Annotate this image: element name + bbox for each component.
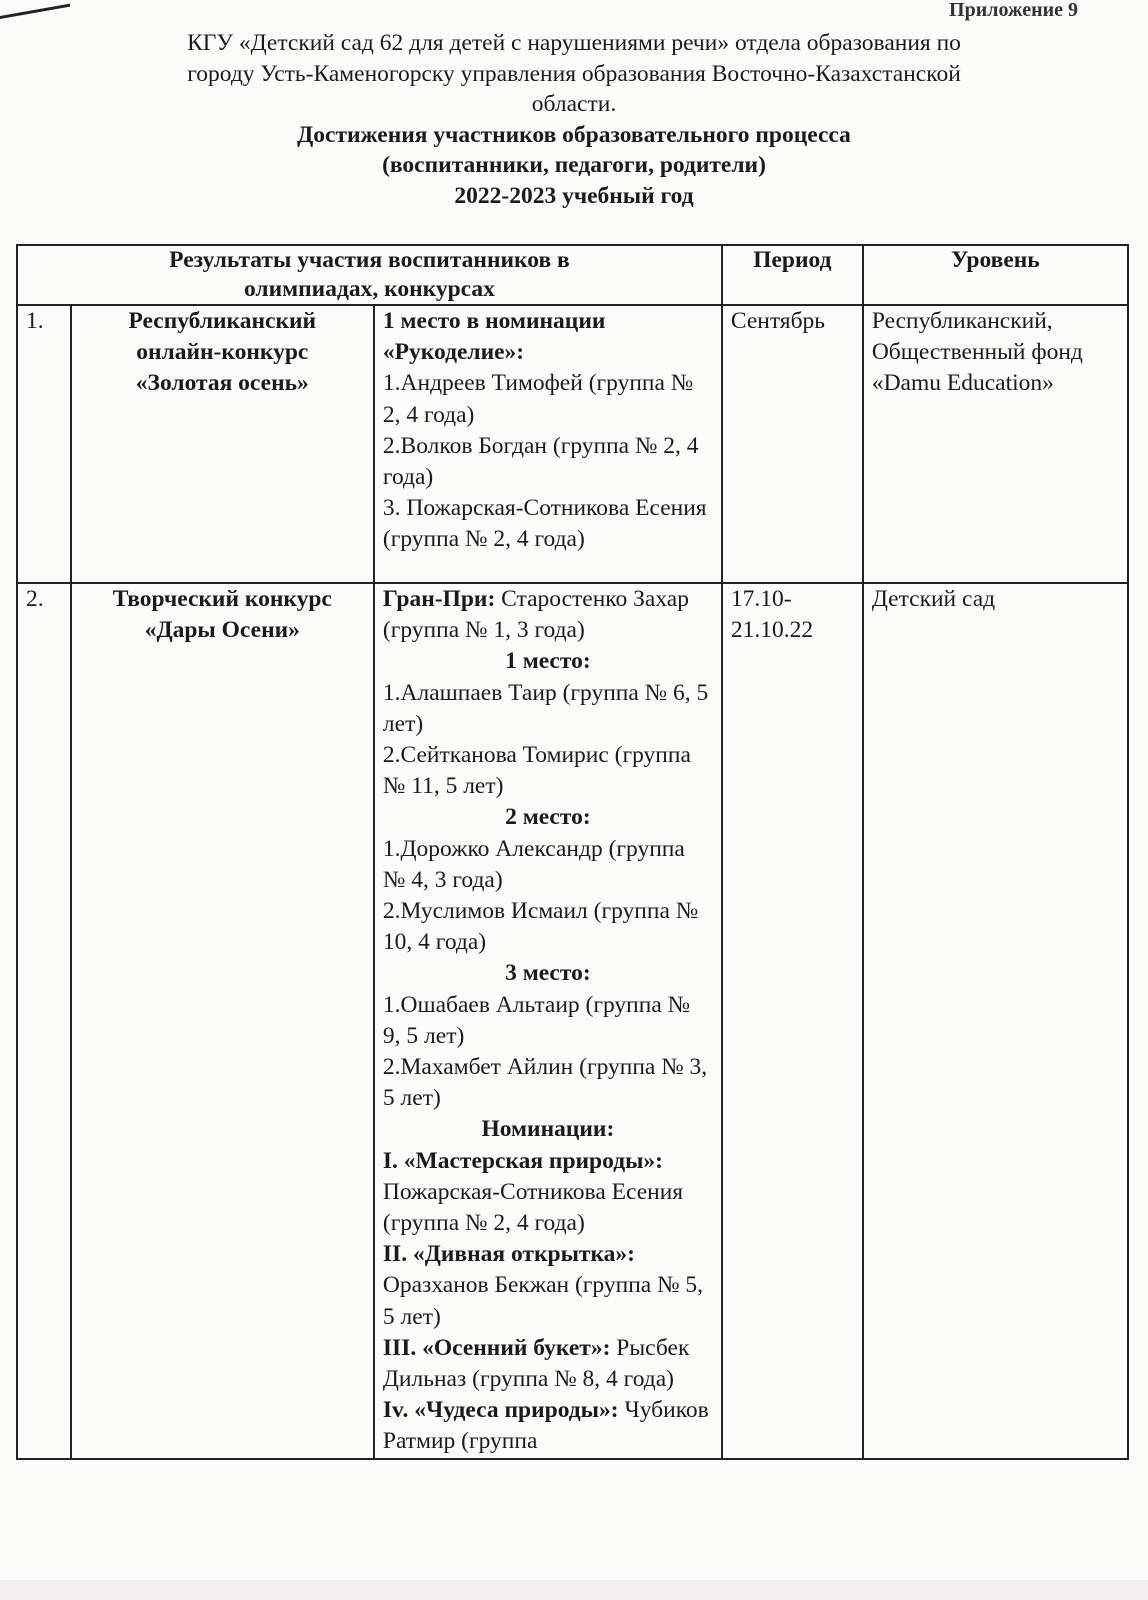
nomination-entry: I. «Мастерская природы»: Пожарская-Сотникова Есения (группа № 2, 4 года) xyxy=(382,1147,684,1237)
header-period: Период xyxy=(722,245,863,305)
contest-period: 17.10-21.10.22 xyxy=(722,583,863,1459)
row-number: 1. xyxy=(17,305,71,583)
header-level: Уровень xyxy=(863,245,1128,305)
place-2-heading: 2 место: xyxy=(505,804,591,831)
nomination-entry: II. «Дивная открытка»: Оразханов Бекжан (группа № 5, 5 лет) xyxy=(382,1241,704,1330)
title-line-2: (воспитанники, педагоги, родители) xyxy=(382,152,766,178)
table-header-row xyxy=(17,245,1128,305)
winner-entry: 1.Алашпаев Таир (группа № 6, 5 лет) xyxy=(382,679,709,737)
table-row xyxy=(17,583,1128,1459)
contest-level: Республиканский, Общественный фонд «Damu Education» xyxy=(863,305,1128,583)
winner-entry: 1.Дорожко Александр (группа № 4, 3 года) xyxy=(382,835,685,893)
title-line-3: 2022-2023 учебный год xyxy=(454,182,694,209)
contest-results xyxy=(374,583,722,1459)
place-3-heading: 3 место: xyxy=(505,960,591,987)
winner-entry: 2.Муслимов Исмаил (группа № 10, 4 года) xyxy=(382,898,699,956)
org-line-1: КГУ «Детский сад 62 для детей с нарушениями речи» отдела образования по xyxy=(187,30,961,56)
winner-entry: 2.Волков Богдан (группа № 2, 4 года) xyxy=(382,432,699,491)
grand-prix-entry: Гран-При: Старостенко Захар (группа № 1, 3 года) xyxy=(382,586,689,644)
contest-level: Детский сад xyxy=(863,583,1128,1459)
place-1-heading: 1 место: xyxy=(505,648,591,675)
scan-corner-mark xyxy=(0,0,70,19)
org-line-3: области. xyxy=(531,91,617,117)
nomination-entry: Iv. «Чудеса природы»: Чубиков Ратмир (группа xyxy=(382,1397,709,1455)
scan-bottom-edge xyxy=(0,1580,1148,1600)
nominations-heading: Номинации: xyxy=(481,1116,615,1143)
row-number: 2. xyxy=(17,583,71,1459)
winner-entry: 1.Ошабаев Альтаир (группа № 9, 5 лет) xyxy=(382,991,691,1049)
org-line-2: городу Усть-Каменогорску управления образования Восточно-Казахстанской xyxy=(187,60,961,87)
winner-entry: 1.Андреев Тимофей (группа № 2, 4 года) xyxy=(382,370,694,428)
appendix-label: Приложение 9 xyxy=(949,0,1078,21)
contest-name: Творческий конкурс «Дары Осени» xyxy=(71,583,374,1459)
header-results: Результаты участия воспитанников в олимпиадах, конкурсах xyxy=(17,245,722,305)
contest-period: Сентябрь xyxy=(722,305,863,583)
table-row xyxy=(17,305,1128,583)
document-header xyxy=(40,28,1108,211)
achievements-table xyxy=(16,244,1129,1460)
winner-entry: 2.Махамбет Айлин (группа № 3, 5 лет) xyxy=(382,1054,708,1112)
title-line-1: Достижения участников образовательного процесса xyxy=(297,121,851,148)
nomination-entry: III. «Осенний букет»: Рысбек Дильназ (группа № 8, 4 года) xyxy=(382,1334,690,1393)
winner-entry: 3. Пожарская-Сотникова Есения (группа № 2, 4 года) xyxy=(382,495,707,553)
contest-name: Республиканский онлайн-конкурс «Золотая осень» xyxy=(71,305,374,583)
contest-results: 1 место в номинации «Рукоделие»: 1.Андреев Тимофей (группа № 2, 4 года) 2.Волков Богдан (группа № 2, 4 года) 3. Пожарская-Сотникова Есения (группа № 2, 4 года) xyxy=(374,305,722,583)
winner-entry: 2.Сейтканова Томирис (группа № 11, 5 лет) xyxy=(382,742,691,800)
